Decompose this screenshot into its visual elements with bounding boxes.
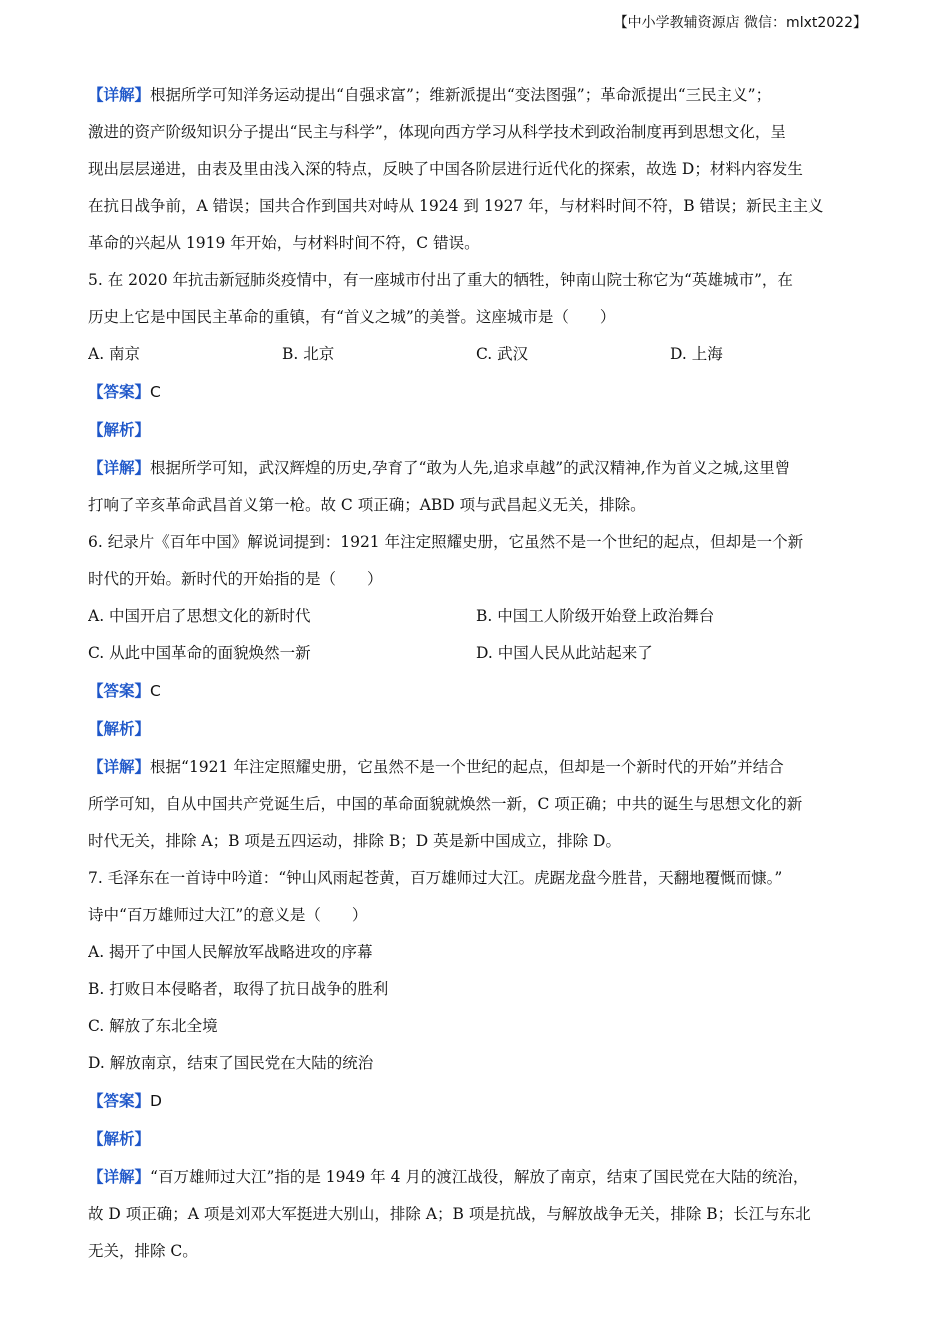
q5-answer: 【答案】C	[88, 382, 161, 401]
q4-detail-line: 【详解】根据所学可知洋务运动提出“自强求富”；维新派提出“变法图强”；革命派提出“三民主义”；	[88, 85, 772, 104]
q6-option-a: A. 中国开启了思想文化的新时代	[88, 607, 311, 625]
detail-tag: 【详解】	[88, 1167, 151, 1186]
q5-detail-line: 【详解】根据所学可知，武汉辉煌的历史,孕育了“敢为人先,追求卓越”的武汉精神,作为首义之城,这里曾	[88, 458, 791, 477]
q5-detail-line: 打响了辛亥革命武昌首义第一枪。故 C 项正确；ABD 项与武昌起义无关，排除。	[88, 496, 646, 514]
q4-detail-line: 革命的兴起从 1919 年开始，与材料时间不符，C 错误。	[88, 234, 480, 252]
answer-tag: 【答案】	[88, 1091, 151, 1110]
q6-detail-line: 所学可知，自从中国共产党诞生后，中国的革命面貌就焕然一新，C 项正确；中共的诞生与思想文化的新	[88, 795, 803, 813]
analysis-tag: 【解析】	[88, 1129, 151, 1148]
q7-detail-line: 故 D 项正确；A 项是刘邓大军挺进大别山，排除 A；B 项是抗战，与解放战争无关，排除 B；长江与东北	[88, 1205, 811, 1223]
q6-option-c: C. 从此中国革命的面貌焕然一新	[88, 644, 311, 662]
q5-stem-line: 5. 在 2020 年抗击新冠肺炎疫情中，有一座城市付出了重大的牺牲，钟南山院士称它为“英雄城市”，在	[88, 271, 793, 289]
document-body	[88, 76, 878, 1270]
q6-stem-line: 时代的开始。新时代的开始指的是（ ）	[88, 570, 383, 588]
q7-detail-line: 【详解】“百万雄师过大江”指的是 1949 年 4 月的渡江战役，解放了南京，结束了国民党在大陆的统治，	[88, 1167, 809, 1186]
q4-detail-line: 现出层层递进，由表及里由浅入深的特点，反映了中国各阶层进行近代化的探索，故选 D；材料内容发生	[88, 160, 803, 178]
q5-option-a: A. 南京	[88, 345, 141, 363]
q7-option-d: D. 解放南京，结束了国民党在大陆的统治	[88, 1054, 374, 1072]
q4-detail-line: 在抗日战争前，A 错误；国共合作到国共对峙从 1924 到 1927 年，与材料时间不符，B 错误；新民主主义	[88, 197, 824, 215]
answer-tag: 【答案】	[88, 382, 151, 401]
detail-tag: 【详解】	[88, 458, 151, 477]
q4-detail-line: 激进的资产阶级知识分子提出“民主与科学”，体现向西方学习从科学技术到政治制度再到思想文化，呈	[88, 123, 786, 141]
q6-option-b: B. 中国工人阶级开始登上政治舞台	[476, 607, 715, 625]
q5-option-c: C. 武汉	[476, 345, 529, 363]
q5-analysis	[88, 411, 878, 449]
detail-tag: 【详解】	[88, 85, 151, 104]
q6-option-d: D. 中国人民从此站起来了	[476, 644, 653, 662]
q7-analysis	[88, 1120, 878, 1158]
q7-option-c: C. 解放了东北全境	[88, 1017, 218, 1035]
q7-option-a: A. 揭开了中国人民解放军战略进攻的序幕	[88, 943, 373, 961]
q5-option-d: D. 上海	[670, 345, 723, 363]
q7-stem-line: 7. 毛泽东在一首诗中吟道：“钟山风雨起苍黄，百万雄师过大江。虎踞龙盘今胜昔，天翻地覆慨而慷。”	[88, 869, 783, 887]
detail-tag: 【详解】	[88, 757, 151, 776]
q6-analysis	[88, 710, 878, 748]
q5-option-b: B. 北京	[282, 345, 335, 363]
analysis-tag: 【解析】	[88, 719, 151, 738]
q7-detail-line: 无关，排除 C。	[88, 1242, 198, 1260]
q5-stem-line: 历史上它是中国民主革命的重镇，有“首义之城”的美誉。这座城市是（ ）	[88, 308, 616, 326]
page-header: 【中小学教辅资源店 微信：mlxt2022】	[613, 15, 867, 31]
q6-detail-line: 【详解】根据“1921 年注定照耀史册，它虽然不是一个世纪的起点，但却是一个新时代的开始”并结合	[88, 757, 784, 776]
q6-detail-line: 时代无关，排除 A；B 项是五四运动，排除 B；D 英是新中国成立，排除 D。	[88, 832, 621, 850]
q5-options	[88, 336, 878, 373]
q6-options-row2	[88, 635, 878, 672]
q7-option-b: B. 打败日本侵略者，取得了抗日战争的胜利	[88, 980, 389, 998]
q7-stem-line: 诗中“百万雄师过大江”的意义是（ ）	[88, 906, 368, 924]
q6-answer: 【答案】C	[88, 681, 161, 700]
analysis-tag: 【解析】	[88, 420, 151, 439]
answer-tag: 【答案】	[88, 681, 151, 700]
q6-stem-line: 6. 纪录片《百年中国》解说词提到：1921 年注定照耀史册，它虽然不是一个世纪的起点，但却是一个新	[88, 533, 804, 551]
q7-answer: 【答案】D	[88, 1091, 162, 1110]
q6-options-row1	[88, 598, 878, 635]
